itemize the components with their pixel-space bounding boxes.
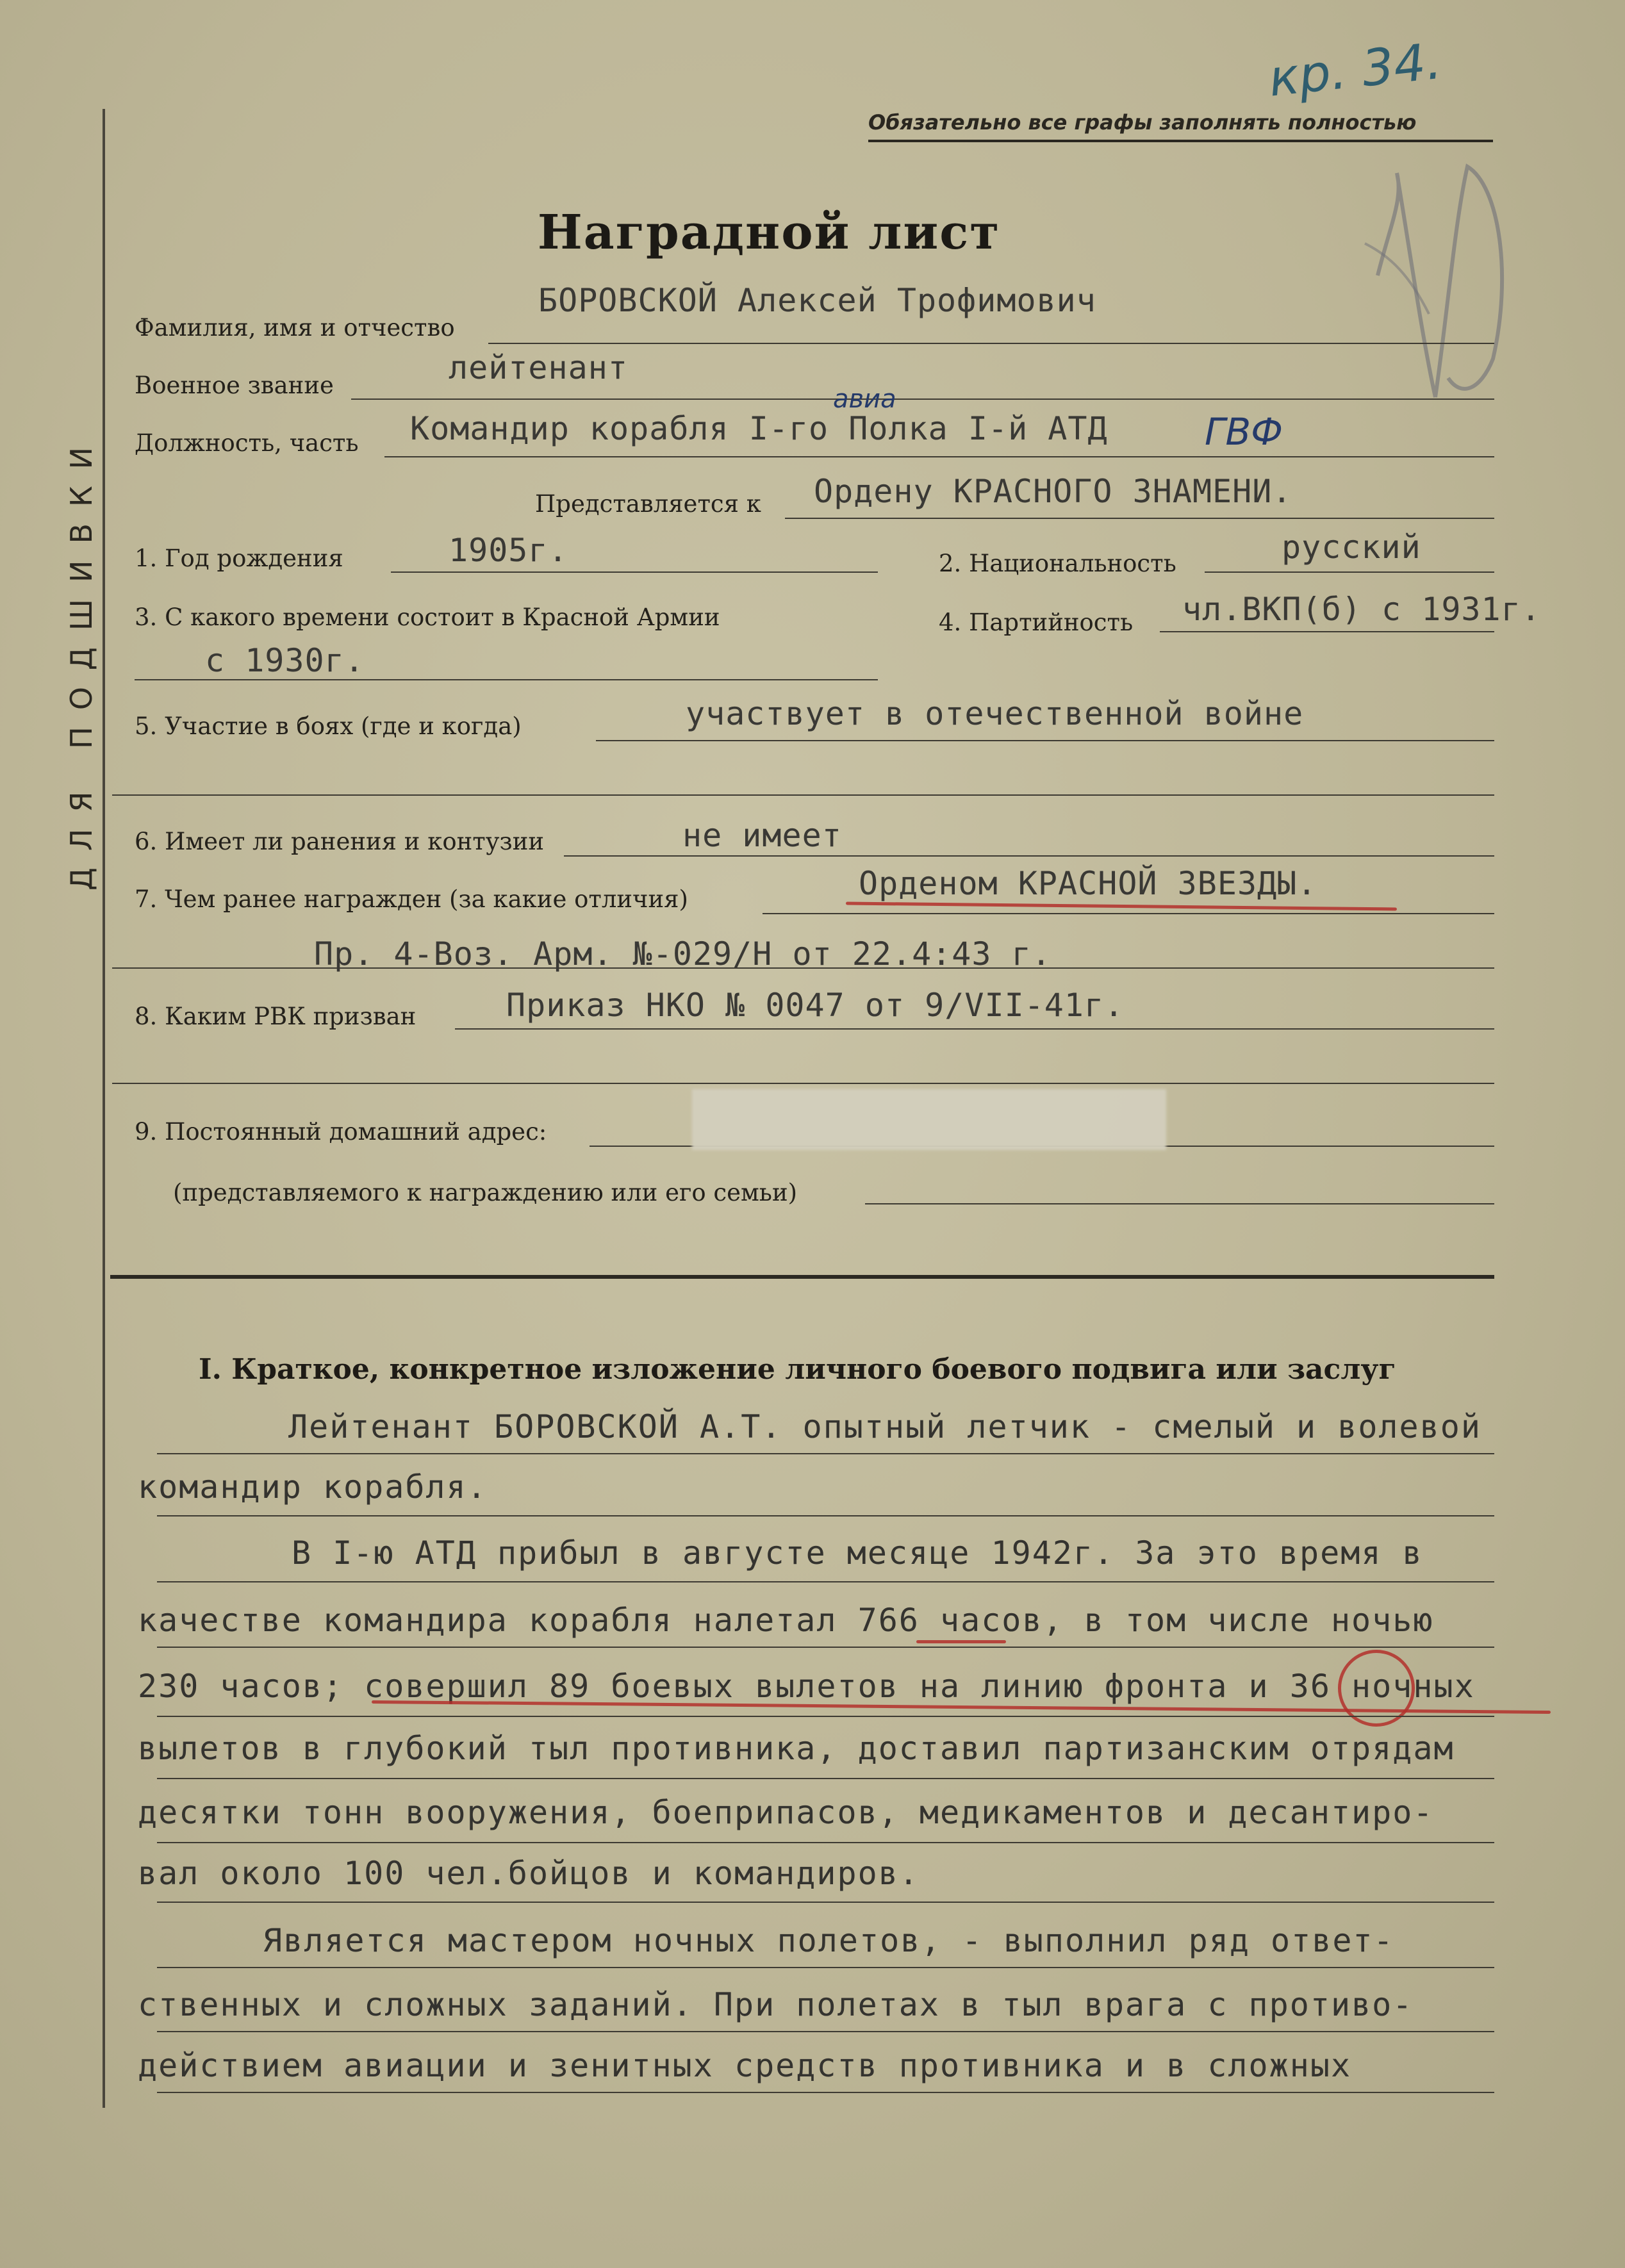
pencil-scrawl-mark: [1352, 147, 1519, 410]
hours-red-underline: [916, 1640, 1006, 1643]
birth-label: 1. Год рождения: [135, 545, 343, 572]
top-note-underline: [868, 140, 1493, 142]
rvk-rule-2: [112, 1083, 1494, 1084]
rvk-label: 8. Каким РВК призван: [135, 1003, 417, 1030]
wounds-label: 6. Имеет ли ранения и контузии: [135, 828, 545, 855]
narrative-line-2: командир корабля.: [138, 1468, 488, 1506]
army-since-value: с 1930г.: [205, 642, 365, 679]
position-label: Должность, часть: [135, 429, 359, 457]
narrative-rule-11: [157, 2092, 1494, 2093]
archive-page-mark: кр. 34.: [1266, 32, 1444, 108]
position-value: Командир корабля I-го Полка I-й АТД: [410, 410, 1108, 447]
presented-value: Ордену КРАСНОГО ЗНАМЕНИ.: [814, 473, 1292, 510]
narrative-rule-3: [157, 1581, 1494, 1582]
battles-rule: [596, 740, 1494, 741]
narrative-rule-10: [157, 2031, 1494, 2032]
rvk-value: Приказ НКО № 0047 от 9/VII-41г.: [506, 987, 1125, 1024]
nationality-value: русский: [1282, 529, 1421, 566]
narrative-line-4: качестве командира корабля налетал 766 часов, в том числе ночью: [138, 1602, 1434, 1639]
presented-label: Представляется к: [535, 490, 761, 518]
awards-label: 7. Чем ранее награжден (за какие отличия): [135, 885, 688, 913]
nationality-label: 2. Национальность: [939, 550, 1176, 577]
address-sublabel: (представляемого к награждению или его семьи): [173, 1179, 798, 1206]
army-since-label: 3. С какого времени состоит в Красной Армии: [135, 604, 720, 631]
narrative-rule-2: [157, 1515, 1494, 1516]
party-label: 4. Партийность: [939, 609, 1134, 636]
rank-rule: [351, 399, 1494, 400]
position-handwritten-insert: авиа: [833, 384, 896, 414]
awards-rule: [763, 913, 1494, 914]
birth-rule: [391, 571, 878, 573]
address-label: 9. Постоянный домашний адрес:: [135, 1118, 547, 1146]
name-rule: [488, 343, 1494, 344]
narrative-line-8: вал около 100 чел.бойцов и командиров.: [138, 1855, 920, 1892]
top-instruction-note: Обязательно все графы заполнять полностью: [868, 110, 1417, 135]
birth-value: 1905г.: [449, 532, 568, 569]
position-handwritten-suffix: ГВФ: [1205, 410, 1283, 454]
awards-order-value: Пр. 4-Воз. Арм. №-029/Н от 22.4:43 г.: [314, 935, 1052, 973]
army-since-rule: [135, 679, 878, 680]
rvk-rule: [455, 1028, 1494, 1030]
narrative-line-5: 230 часов; совершил 89 боевых вылетов на линию фронта и 36 ночных: [138, 1668, 1475, 1705]
presented-rule: [785, 518, 1494, 519]
narrative-rule-6: [157, 1778, 1494, 1779]
narrative-rule-8: [157, 1902, 1494, 1903]
party-value: чл.ВКП(б) с 1931г.: [1182, 591, 1541, 628]
narrative-line-7: десятки тонн вооружения, боеприпасов, медикаментов и десантиро-: [138, 1794, 1434, 1831]
awards-value: Орденом КРАСНОЙ ЗВЕЗДЫ.: [859, 865, 1317, 902]
night-sorties-red-circle: [1338, 1650, 1415, 1727]
rank-value: лейтенант: [449, 349, 628, 386]
name-value: БОРОВСКОЙ Алексей Трофимович: [538, 282, 1096, 319]
narrative-rule-9: [157, 1967, 1494, 1968]
narrative-rule-7: [157, 1842, 1494, 1843]
party-rule: [1160, 631, 1494, 632]
rank-label: Военное звание: [135, 372, 334, 399]
wounds-rule: [564, 855, 1494, 857]
address-rule-2: [865, 1203, 1494, 1204]
narrative-rule-5: [157, 1716, 1494, 1717]
narrative-rule-1: [157, 1453, 1494, 1454]
narrative-line-9: Является мастером ночных полетов, - выполнил ряд ответ-: [263, 1922, 1394, 1959]
narrative-line-6: вылетов в глубокий тыл противника, доставил партизанским отрядам: [138, 1730, 1455, 1767]
battles-label: 5. Участие в боях (где и когда): [135, 712, 522, 740]
binding-margin-text: ДЛЯ ПОДШИВКИ: [64, 430, 99, 891]
section-heading: I. Краткое, конкретное изложение личного боевого подвига или заслуг: [199, 1353, 1396, 1386]
nationality-rule: [1205, 571, 1494, 573]
binding-margin-line: [103, 109, 105, 2108]
narrative-line-11: действием авиации и зенитных средств противника и в сложных: [138, 2047, 1352, 2084]
battles-value: участвует в отечественной войне: [686, 695, 1304, 732]
narrative-line-3: В I-ю АТД прибыл в августе месяце 1942г. За это время в: [292, 1534, 1423, 1572]
section-divider: [110, 1275, 1494, 1279]
narrative-line-1: Лейтенант БОРОВСКОЙ А.Т. опытный летчик - смелый и волевой: [288, 1408, 1481, 1445]
wounds-value: не имеет: [682, 817, 842, 854]
position-rule: [384, 456, 1494, 457]
awards-red-underline: [846, 901, 1397, 910]
battles-rule-2: [112, 794, 1494, 796]
address-redacted-area: [692, 1089, 1166, 1150]
narrative-line-10: ственных и сложных заданий. При полетах в тыл врага с противо-: [138, 1986, 1414, 2023]
narrative-rule-4: [157, 1647, 1494, 1648]
document-title: Наградной лист: [537, 205, 1001, 260]
name-label: Фамилия, имя и отчество: [135, 314, 455, 341]
